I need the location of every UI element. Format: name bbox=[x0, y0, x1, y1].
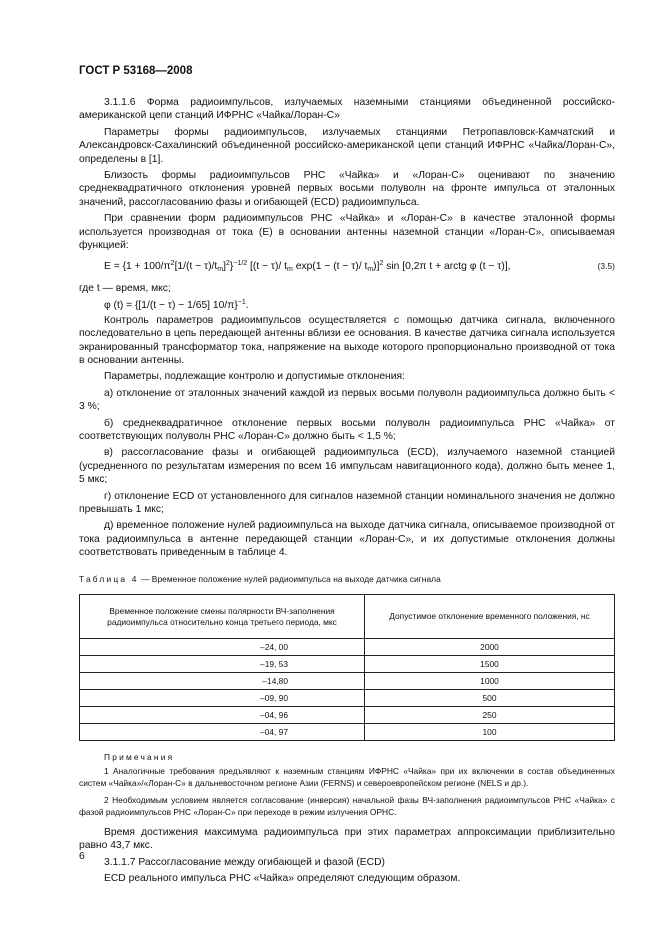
closing-text bbox=[79, 826, 615, 886]
document-body bbox=[79, 96, 615, 889]
section-heading-3-1-1-6: 3.1.1.6 Форма радиоимпульсов, излучаемых наземными станциями объединенной российско-американской цепи станций ИФРНС «Чайка/Лоран-С» bbox=[79, 97, 615, 122]
table-cell: 1500 bbox=[365, 656, 615, 673]
list-item-d: д) временное положение нулей радиоимпульса на выходе датчика сигнала, описываемое производной от тока радиоимпульса в антенне передающей станции «Лоран-С», и их допустимые отклонения должны соответствовать приведенным в таблице 4. bbox=[79, 520, 615, 559]
note-item: 2 Необходимым условием является согласование (инверсия) начальной фазы ВЧ-заполнения радиоимпульсов РНС «Чайка» с фазой радиоимпульсов РНС «Лоран-С» при переходе в режим излучения ОРНС. bbox=[79, 794, 615, 817]
table-cell: 1000 bbox=[365, 673, 615, 690]
page-number: 6 bbox=[79, 851, 85, 862]
equation-number: (3.5) bbox=[597, 261, 615, 272]
table-row bbox=[80, 724, 615, 741]
paragraph: Контроль параметров радиоимпульсов осуществляется с помощью датчика сигнала, включенного последовательно в цепь передающей антенны вблизи ее основания. В качестве датчика сигнала используется экранированный трансформатор тока, напряжение на выходе которого пропорционально производной от тока в основании антенны. bbox=[79, 314, 615, 366]
notes-heading: Примечания bbox=[104, 752, 175, 762]
table-row bbox=[80, 707, 615, 724]
table-cell: 100 bbox=[365, 724, 615, 741]
column-header: Временное положение смены полярности ВЧ-заполнения радиоимпульса относительно конца третьего периода, мкс bbox=[80, 595, 365, 639]
section-heading-3-1-1-7: 3.1.1.7 Рассогласование между огибающей и фазой (ECD) bbox=[104, 856, 385, 868]
paragraph: При сравнении форм радиоимпульсов РНС «Чайка» и «Лоран-С» в качестве эталонной формы используется производная от тока (E) в основании антенны наземной станции «Лоран-С», описываемая функцией: bbox=[79, 213, 615, 252]
list-item-a: а) отклонение от эталонных значений каждой из первых восьми полуволн радиоимпульса должно быть < 3 %; bbox=[79, 387, 615, 413]
paragraph: Время достижения максимума радиоимпульса при этих параметрах аппроксимации приблизительно равно 43,7 мкс. bbox=[79, 827, 615, 852]
table-cell: –04, 96 bbox=[80, 707, 365, 724]
table-cell: –19, 53 bbox=[80, 656, 365, 673]
table-cell: –14,80 bbox=[80, 673, 365, 690]
table-cell: –24, 00 bbox=[80, 639, 365, 656]
data-table bbox=[79, 594, 615, 741]
paragraph: Параметры формы радиоимпульсов, излучаемых станциями Петропавловск-Камчатский и Александровск-Сахалинский объединенной российско-американской цепи станций ИФРНС «Чайка/Лоран-С», определены в [1]. bbox=[79, 126, 615, 165]
table-cell: –04, 97 bbox=[80, 724, 365, 741]
document-header-title: ГОСТ Р 53168—2008 bbox=[79, 65, 193, 77]
formula-3-5 bbox=[79, 257, 615, 276]
list-item-g: г) отклонение ECD от установленного для сигналов наземной станции номинального значения не должно превышать 1 мкс; bbox=[79, 490, 615, 515]
table-cell: 250 bbox=[365, 707, 615, 724]
notes-block bbox=[79, 751, 615, 818]
paragraph: Параметры, подлежащие контролю и допустимые отклонения: bbox=[104, 371, 405, 383]
table-row bbox=[80, 639, 615, 656]
formula-expression: $E = \{1 + 100/\pi^2[1/(t - \tau)/t_m]^2\}^{-1/2}$ [(t − τ)/ $t_m$ exp(1 − (t − τ)/ $t_m)]^2$ sin [0,2π t + arctg φ (t − τ)], bbox=[104, 260, 511, 274]
table-cell: 2000 bbox=[365, 639, 615, 656]
table-row bbox=[80, 656, 615, 673]
table-cell: –09, 90 bbox=[80, 690, 365, 707]
table-caption: Таблица 4 — Временное положение нулей радиоимпульса на выходе датчика сигнала bbox=[79, 573, 441, 584]
paragraph: ECD реального импульса РНС «Чайка» определяют следующим образом. bbox=[104, 873, 461, 885]
where-phi-definition: φ (t) = {[1/(t − τ) − 1/65] 10/π}$^{-1}$. bbox=[104, 299, 249, 312]
table-cell: 500 bbox=[365, 690, 615, 707]
where-t-definition: где t — время, мкс; bbox=[79, 282, 171, 294]
list-item-b: б) среднеквадратичное отклонение первых восьми полуволн радиоимпульса РНС «Чайка» от соответствующих полуволн РНС «Лоран-С» должно быть < 1,5 %; bbox=[79, 417, 615, 442]
note-item: 1 Аналогичные требования предъявляют к наземным станциям ИФРНС «Чайка» при их включении в состав объединенных систем «Чайка»/«Лоран-С» в дальневосточном регионе Азии (FERNS) и североевропейском регионе (NELS и др.). bbox=[79, 766, 615, 789]
table-row bbox=[80, 690, 615, 707]
table-row bbox=[80, 673, 615, 690]
paragraph: Близость формы радиоимпульсов РНС «Чайка» и «Лоран-С» оценивают по значению среднеквадратичного отклонения уровней первых восьми полуволн на фронте импульса от эталонных значений, рассогласованию фазы и огибающей (ECD) радиоимпульса. bbox=[79, 170, 615, 208]
table-header-row bbox=[80, 595, 615, 639]
list-item-v: в) рассогласование фазы и огибающей радиоимпульса (ECD), излучаемого наземной станцией (усредненного по результатам измерения по всем 16 импульсам навигационного кода), должно быть менее 1, 5 мкс; bbox=[79, 447, 615, 486]
column-header: Допустимое отклонение временного положения, нс bbox=[365, 595, 615, 639]
